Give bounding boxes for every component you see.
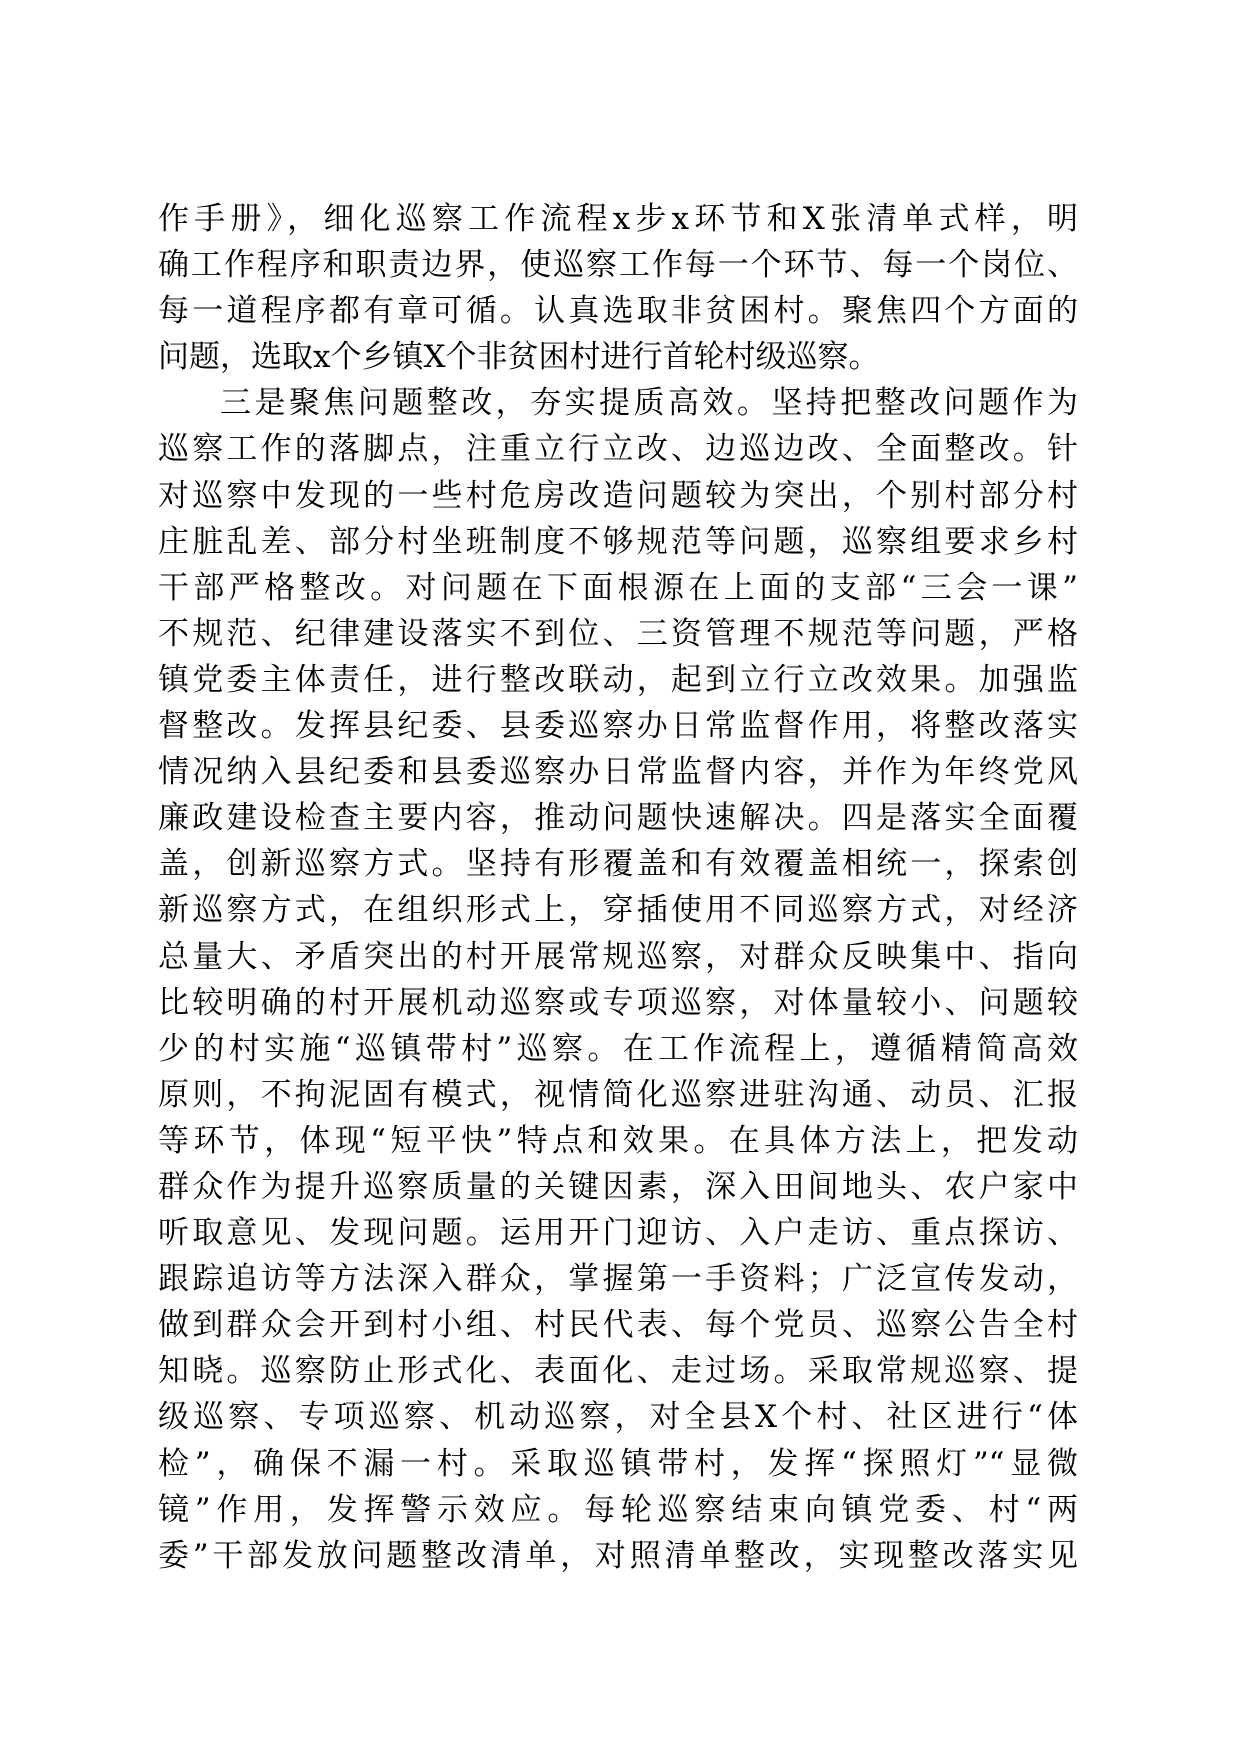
text-line: 对巡察中发现的一些村危房改造问题较为突出，个别村部分村 xyxy=(158,477,1078,514)
text-line: 新巡察方式，在组织形式上，穿插使用不同巡察方式，对经济 xyxy=(158,892,1078,929)
text-line: 等环节，体现“短平快”特点和效果。在具体方法上，把发动 xyxy=(158,1122,1078,1159)
text-line: 级巡察、专项巡察、机动巡察，对全县X个村、社区进行“体 xyxy=(158,1399,1078,1436)
text-line: 检”，确保不漏一村。采取巡镇带村，发挥“探照灯”“显微 xyxy=(158,1445,1078,1482)
text-line: 问题，选取x个乡镇X个非贫困村进行首轮村级巡察。 xyxy=(158,339,880,376)
text-line: 知晓。巡察防止形式化、表面化、走过场。采取常规巡察、提 xyxy=(158,1353,1078,1390)
text-line: 群众作为提升巡察质量的关键因素，深入田间地头、农户家中 xyxy=(158,1168,1078,1205)
text-line: 委”干部发放问题整改清单，对照清单整改，实现整改落实见 xyxy=(158,1537,1078,1574)
text-line: 庄脏乱差、部分村坐班制度不够规范等问题，巡察组要求乡村 xyxy=(158,523,1078,560)
text-line: 廉政建设检查主要内容，推动问题快速解决。四是落实全面覆 xyxy=(158,800,1078,837)
text-line: 总量大、矛盾突出的村开展常规巡察，对群众反映集中、指向 xyxy=(158,938,1078,975)
text-line: 督整改。发挥县纪委、县委巡察办日常监督作用，将整改落实 xyxy=(158,708,1078,745)
text-line: 盖，创新巡察方式。坚持有形覆盖和有效覆盖相统一，探索创 xyxy=(158,846,1078,883)
text-line: 原则，不拘泥固有模式，视情简化巡察进驻沟通、动员、汇报 xyxy=(158,1076,1078,1113)
text-line: 跟踪追访等方法深入群众，掌握第一手资料；广泛宣传发动， xyxy=(158,1261,1078,1298)
text-line: 作手册》，细化巡察工作流程x步x环节和X张清单式样，明 xyxy=(158,201,1078,237)
text-line: 确工作程序和职责边界，使巡察工作每一个环节、每一个岗位、 xyxy=(158,247,1078,284)
text-line: 巡察工作的落脚点，注重立行立改、边巡边改、全面整改。针 xyxy=(158,431,1078,468)
paragraph-start-line: 三是聚焦问题整改，夯实提质高效。坚持把整改问题作为 xyxy=(220,385,1078,422)
body-text xyxy=(158,196,1078,1579)
text-line: 镇党委主体责任，进行整改联动，起到立行立改效果。加强监 xyxy=(158,661,1078,698)
text-line: 听取意见、发现问题。运用开门迎访、入户走访、重点探访、 xyxy=(158,1215,1078,1252)
text-line: 每一道程序都有章可循。认真选取非贫困村。聚焦四个方面的 xyxy=(158,293,1078,330)
text-line: 情况纳入县纪委和县委巡察办日常监督内容，并作为年终党风 xyxy=(158,754,1078,791)
text-line: 不规范、纪律建设落实不到位、三资管理不规范等问题，严格 xyxy=(158,615,1078,652)
text-line: 做到群众会开到村小组、村民代表、每个党员、巡察公告全村 xyxy=(158,1307,1078,1344)
text-line: 比较明确的村开展机动巡察或专项巡察，对体量较小、问题较 xyxy=(158,984,1078,1021)
text-line: 干部严格整改。对问题在下面根源在上面的支部“三会一课” xyxy=(158,569,1078,606)
text-line: 镜”作用，发挥警示效应。每轮巡察结束向镇党委、村“两 xyxy=(158,1491,1078,1528)
text-line: 少的村实施“巡镇带村”巡察。在工作流程上，遵循精简高效 xyxy=(158,1030,1078,1067)
